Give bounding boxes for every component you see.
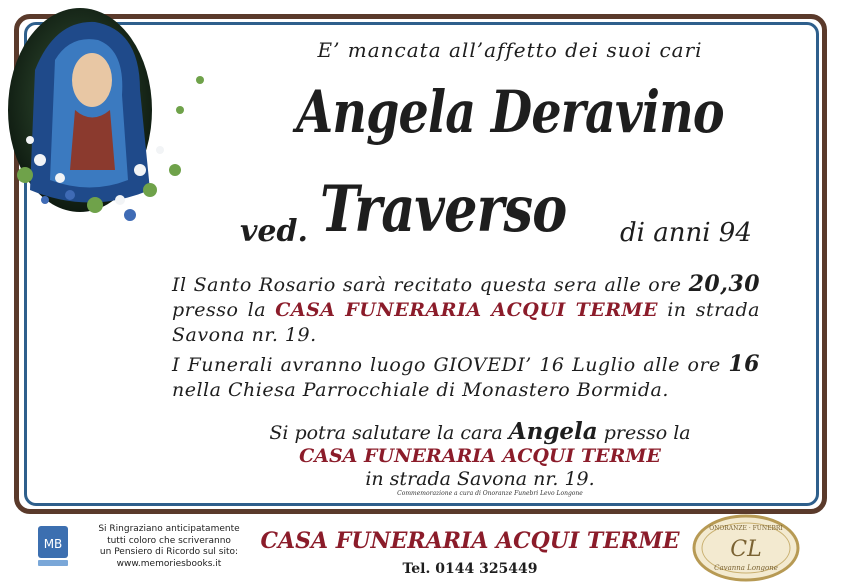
deceased-name: Angela Deravino [296,78,724,146]
memoriesbooks-logo-icon [38,526,68,568]
greeting-text-2: presso la [597,422,691,444]
seal-top-text: ONORANZE · FUNEBRI [709,525,783,532]
greeting-text-1: Si potra salutare la cara [269,422,509,444]
mb-line: Si Ringraziano anticipatamente [98,524,240,534]
memoriesbooks-text [84,524,254,570]
greeting-address: in strada Savona nr. 19. [365,468,595,490]
mb-link[interactable]: www.memoriesbooks.it [116,558,222,569]
rosary-time: 20,30 [688,271,760,297]
greeting-line-1 [220,420,740,445]
married-surname: Traverso [320,172,567,247]
seal-script: Cavanna Longone [714,564,778,572]
funeral-text-2: nella Chiesa Parrocchiale di Monastero Bormida. [172,379,669,401]
intro-text: E’ mancata all’affetto dei suoi cari [317,38,703,62]
funeral-paragraph [172,352,760,403]
greeting-name: Angela [508,418,598,445]
ved-label: ved. [240,214,308,249]
funeral-time: 16 [728,351,760,377]
tiny-credit: Commemorazione a cura di Onoranze Funebri Levo Longone [397,490,583,497]
mb-logo-text: MB [43,537,63,551]
rosary-paragraph [172,272,760,348]
funeral-home-seal-icon [692,514,800,582]
rosary-venue: CASA FUNERARIA ACQUI TERME [275,299,658,321]
age-text: di anni 94 [620,218,752,248]
footer-company: CASA FUNERARIA ACQUI TERME [260,528,680,554]
greeting-venue: CASA FUNERARIA ACQUI TERME [299,445,661,467]
madonna-image [0,0,240,250]
footer-phone: Tel. 0144 325449 [402,561,538,577]
funeral-text-1: I Funerali avranno luogo GIOVEDI’ 16 Luglio alle ore [172,354,729,376]
greeting-block [220,420,740,491]
rosary-text-1: Il Santo Rosario sarà recitato questa sera alle ore [172,274,689,296]
mb-line: un Pensiero di Ricordo sul sito: [99,547,239,557]
rosary-text-2: presso la [172,299,276,321]
seal-monogram: CL [730,537,762,562]
mb-line: tutti coloro che scriveranno [107,535,231,546]
rosary-text-3: in strada Savona nr. 19. [172,299,760,346]
